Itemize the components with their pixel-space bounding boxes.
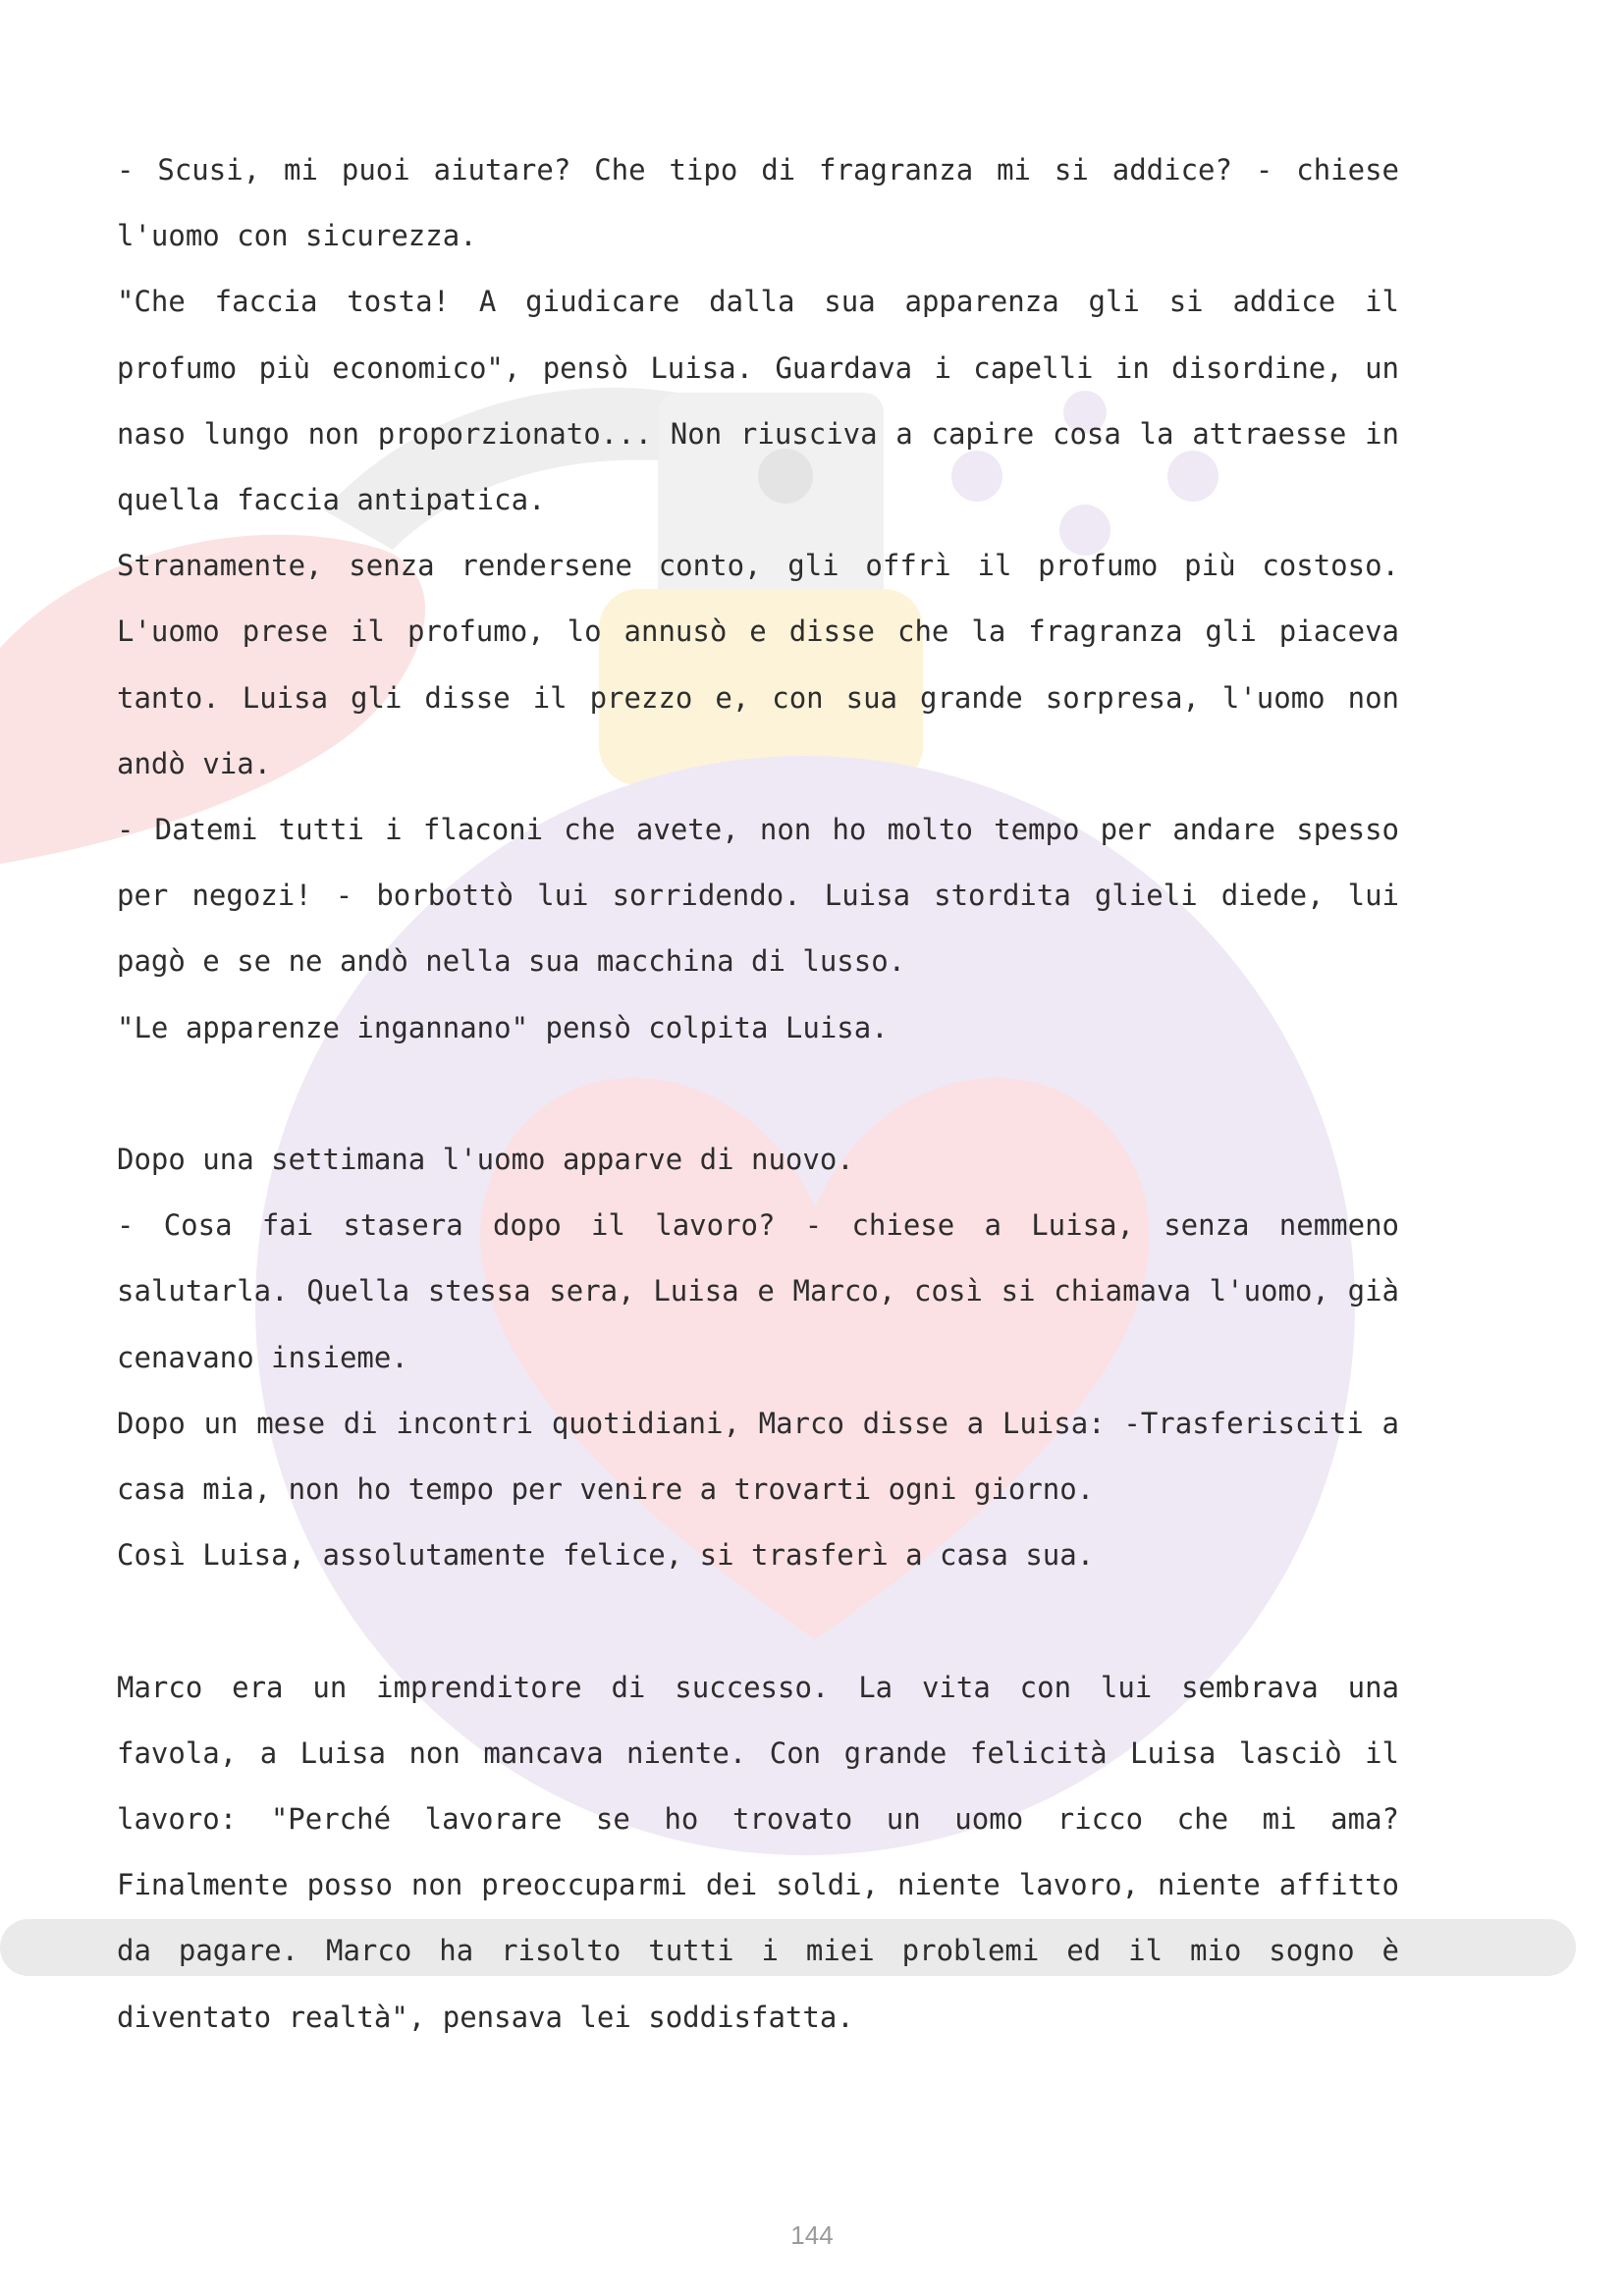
paragraph: Dopo un mese di incontri quotidiani, Marco disse a Luisa: -Trasferisciti a casa mia, non ho tempo per venire a trovarti ogni giorno. [117,1406,1399,1507]
paragraph: "Che faccia tosta! A giudicare dalla sua apparenza gli si addice il profumo più economico", pensò Luisa. Guardava i capelli in disordine, un naso lungo non proporzionato... Non riusciva a capire cosa la attraesse in quella faccia antipatica. [117,285,1399,517]
paragraph: Stranamente, senza rendersene conto, gli offrì il profumo più costoso. L'uomo prese il profumo, lo annusò e disse che la fragranza gli piaceva tanto. Luisa gli disse il prezzo e, con sua grande sorpresa, l'uomo non andò via. [117,549,1399,780]
paragraph-gap [117,1061,1399,1127]
paragraph: - Datemi tutti i flaconi che avete, non ho molto tempo per andare spesso per negozi! - borbottò lui sorridendo. Luisa stordita glieli diede, lui pagò e se ne andò nella sua macchina di lusso. [117,813,1399,979]
paragraph: "Le apparenze ingannano" pensò colpita Luisa. [117,1010,889,1044]
paragraph: Dopo una settimana l'uomo apparve di nuovo. [117,1143,854,1177]
paragraph: - Scusi, mi puoi aiutare? Che tipo di fragranza mi si addice? - chiese l'uomo con sicurezza. [117,153,1399,253]
document-body [117,137,1399,2051]
paragraph: Marco era un imprenditore di successo. La vita con lui sembrava una favola, a Luisa non mancava niente. Con grande felicità Luisa lasciò il lavoro: "Perché lavorare se ho trovato un uomo ricco che mi ama? Finalmente posso non preoccuparmi dei soldi, niente lavoro, niente affitto da pagare. Marco ha risolto tutti i miei problemi ed il mio sogno è diventato realtà", pensava lei soddisfatta. [117,1670,1399,2034]
paragraph: - Cosa fai stasera dopo il lavoro? - chiese a Luisa, senza nemmeno salutarla. Quella stessa sera, Luisa e Marco, così si chiamava l'uomo, già cenavano insieme. [117,1208,1399,1374]
page-number: 144 [790,2220,834,2250]
paragraph: Così Luisa, assolutamente felice, si trasferì a casa sua. [117,1538,1095,1573]
paragraph-gap [117,1588,1399,1654]
